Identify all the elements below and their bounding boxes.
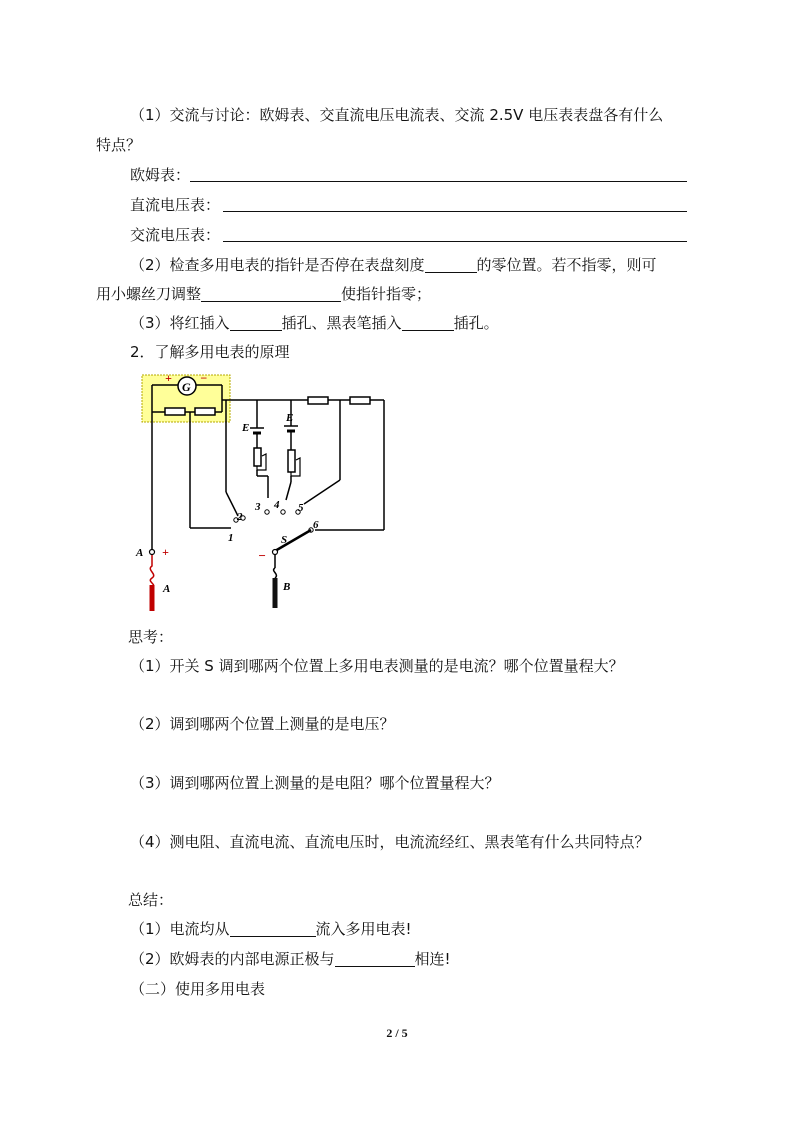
series-resistor-1 <box>308 397 328 404</box>
q3-blank2[interactable] <box>402 314 454 331</box>
switch-minus: − <box>258 548 266 563</box>
terminal-b <box>273 550 278 555</box>
section3-title: （二）使用多用电表 <box>130 980 266 998</box>
series-resistor-2 <box>350 397 370 404</box>
summary-1-part2: 流入多用电表! <box>315 920 412 938</box>
red-probe-label: A <box>163 583 171 595</box>
think-q1: （1）开关 S 调到哪两个位置上多用电表测量的是电流？哪个位置量程大？ <box>130 657 624 675</box>
acv-label: 交流电压表： <box>130 226 221 244</box>
red-lead-wire <box>150 555 153 588</box>
summary-item-2 <box>130 949 451 969</box>
think-title: 思考： <box>128 628 174 646</box>
ohm-answer-line[interactable] <box>190 181 687 182</box>
summary-1-part1: （1）电流均从 <box>130 920 230 938</box>
galvanometer-plus: + <box>165 371 172 385</box>
terminal-a-plus: + <box>162 545 169 559</box>
rheostat-2 <box>288 450 295 472</box>
switch-label: S <box>281 534 288 546</box>
page-number: 2 / 5 <box>386 1026 408 1040</box>
battery-2-label: E <box>286 412 294 424</box>
q3-blank1[interactable] <box>230 314 282 331</box>
q2-part3: 用小螺丝刀调整 <box>96 285 202 303</box>
section2-title: 2．了解多用电表的原理 <box>130 343 290 361</box>
summary-item-1 <box>130 919 412 939</box>
contact-label-2: 2 <box>237 511 243 523</box>
galvanometer-label: G <box>182 380 191 394</box>
battery-1-label: E <box>242 422 250 434</box>
think-q4: （4）测电阻、直流电流、直流电压时，电流流经红、黑表笔有什么共同特点？ <box>130 833 650 851</box>
q2-part1: （2）检查多用电表的指针是否停在表盘刻度 <box>130 256 425 274</box>
shunt-resistor-1 <box>165 408 185 415</box>
q2-blank1[interactable] <box>425 256 477 273</box>
q2-part4: 使指针指零； <box>341 285 432 303</box>
q2-part2: 的零位置。若不指零，则可 <box>476 256 657 274</box>
think-q2: （2）调到哪两个位置上测量的是电压？ <box>130 715 395 733</box>
summary-title: 总结： <box>128 891 174 909</box>
q2-blank2[interactable] <box>201 285 341 302</box>
contact-label-6: 6 <box>313 519 319 531</box>
summary-blank-2[interactable] <box>335 950 415 967</box>
multimeter-circuit-diagram <box>128 366 398 618</box>
q3-line <box>130 313 499 333</box>
q1-line2: 特点？ <box>96 136 142 154</box>
acv-answer-line[interactable] <box>223 241 687 242</box>
dcv-label: 直流电压表： <box>130 196 221 214</box>
summary-2-part2: 相连! <box>414 950 451 968</box>
q2-line2 <box>96 284 431 304</box>
contact-3 <box>265 510 269 514</box>
terminal-a <box>150 550 155 555</box>
red-probe <box>150 585 155 611</box>
contact-4 <box>281 510 285 514</box>
contact-label-1: 1 <box>228 532 234 544</box>
black-probe <box>273 578 278 608</box>
summary-blank-1[interactable] <box>230 920 316 937</box>
q3-part1: （3）将红插入 <box>130 314 230 332</box>
black-lead-wire <box>274 568 277 578</box>
contact-label-4: 4 <box>274 499 280 511</box>
terminal-a-label: A <box>136 547 144 559</box>
rheostat-1 <box>254 448 261 466</box>
black-probe-label: B <box>283 581 291 593</box>
think-q3: （3）调到哪两位置上测量的是电阻？哪个位置量程大？ <box>130 774 500 792</box>
q3-part3: 插孔。 <box>453 314 499 332</box>
q2-line1 <box>130 255 657 275</box>
q3-part2: 插孔、黑表笔插入 <box>281 314 402 332</box>
galvanometer-minus: − <box>200 371 208 385</box>
contact-label-3: 3 <box>255 501 261 513</box>
ohm-label: 欧姆表： <box>130 166 191 184</box>
contact-label-5: 5 <box>298 502 304 514</box>
dcv-answer-line[interactable] <box>223 211 687 212</box>
shunt-resistor-2 <box>195 408 215 415</box>
summary-2-part1: （2）欧姆表的内部电源正极与 <box>130 950 335 968</box>
q1-line1: （1）交流与讨论：欧姆表、交直流电压电流表、交流 2.5V 电压表表盘各有什么 <box>130 106 664 124</box>
